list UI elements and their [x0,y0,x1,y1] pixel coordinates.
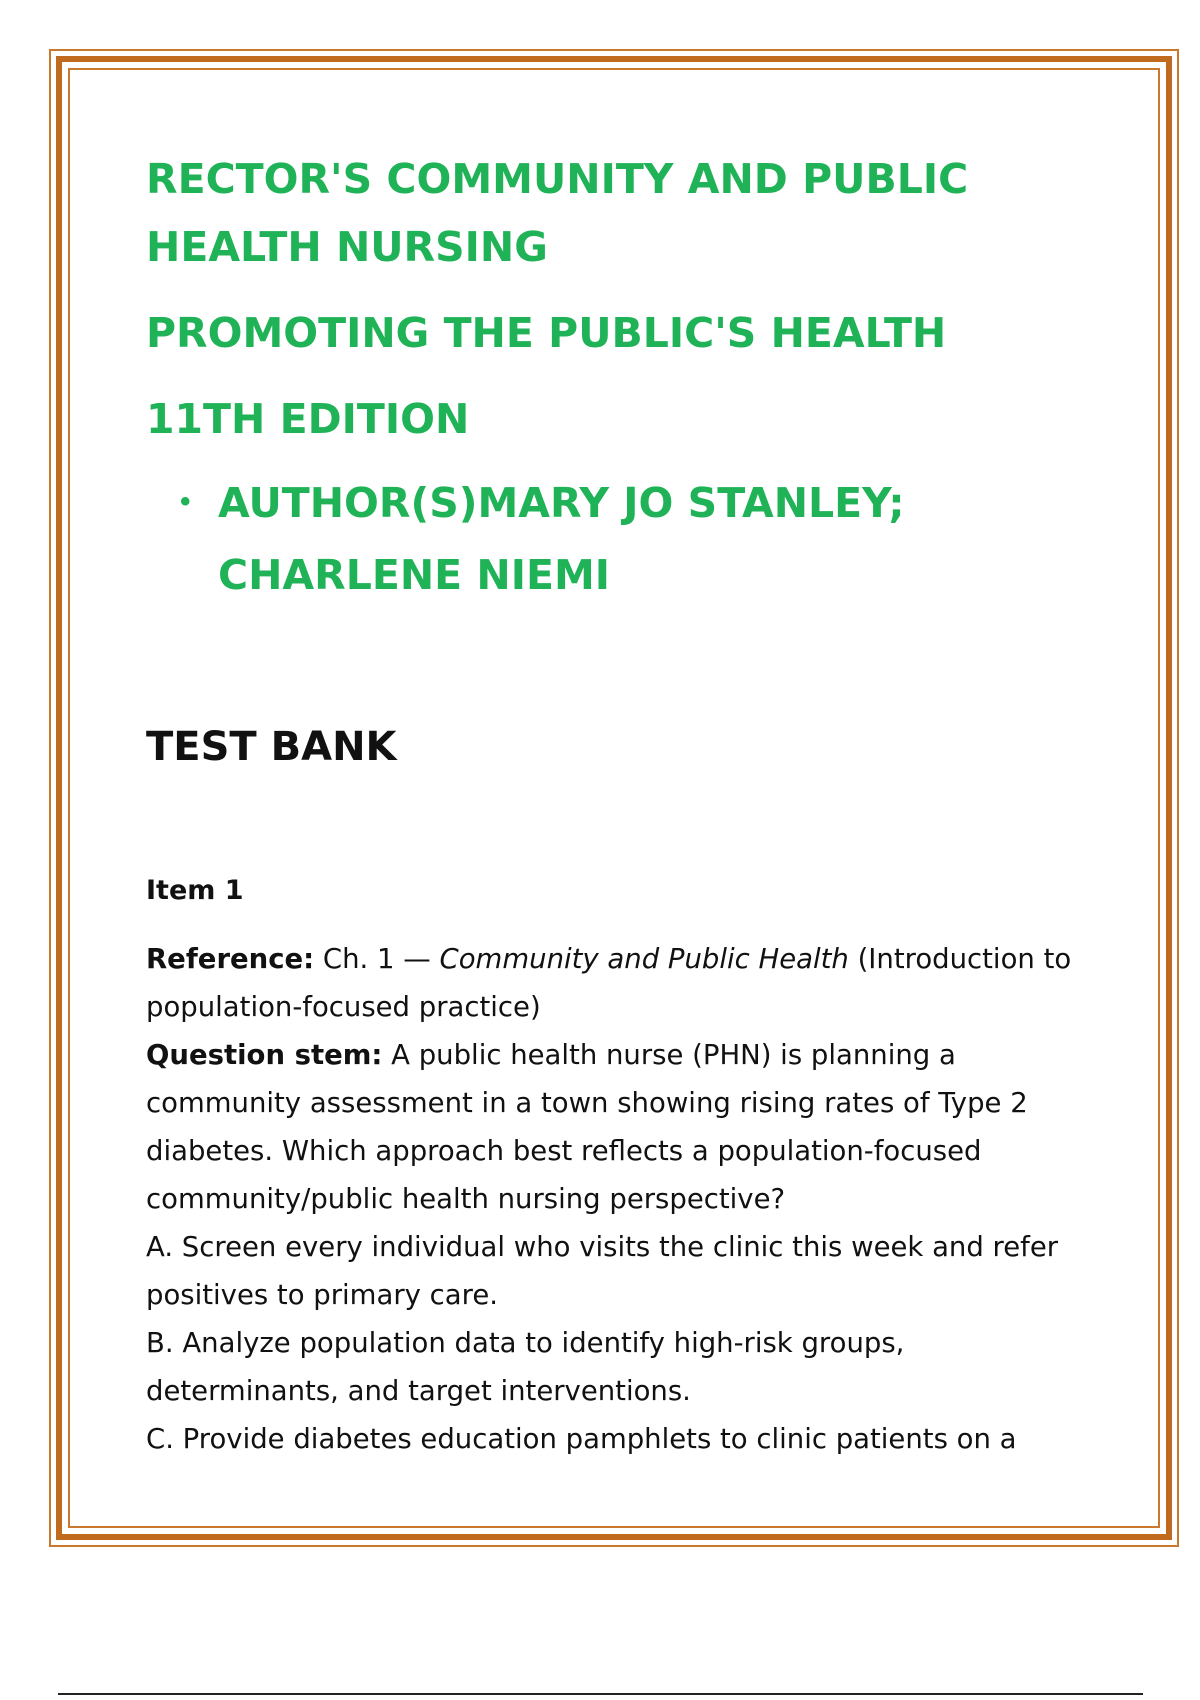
reference-paragraph [146,935,1091,1031]
author-names [218,467,905,611]
author-list-item [180,467,1096,611]
reference-prefix: Ch. 1 — [314,943,440,975]
section-heading: TEST BANK [146,724,397,770]
book-title-line-2: HEALTH NURSING [146,223,548,271]
reference-title: Community and Public Health [439,943,849,975]
bullet-icon: • [180,485,191,518]
book-subtitle: PROMOTING THE PUBLIC'S HEALTH [146,309,947,357]
question-stem-paragraph [146,1031,1091,1223]
reference-label: Reference: [146,943,315,975]
item-label: Item 1 [146,875,244,906]
document-content [146,145,1096,1463]
footer-divider [58,1693,1143,1695]
reference-suffix: (Introduction to population-focused practice) [146,943,1072,1023]
author-line-1: AUTHOR(S)MARY JO STANLEY; [218,479,905,527]
option-c: C. Provide diabetes education pamphlets to clinic patients on a [146,1423,1017,1455]
item-body [146,935,1091,1463]
author-line-2: CHARLENE NIEMI [218,551,611,599]
book-title-line-1: RECTOR'S COMMUNITY AND PUBLIC [146,155,969,203]
book-edition: 11TH EDITION [146,395,470,443]
question-stem-label: Question stem: [146,1039,383,1071]
question-stem-text: A public health nurse (PHN) is planning a community assessment in a town showing rising rates of Type 2 diabetes. Which approach best reflects a population-focused community/public health nursing perspective? [146,1039,1028,1215]
option-b: B. Analyze population data to identify high-risk groups, determinants, and target interventions. [146,1327,905,1407]
option-a: A. Screen every individual who visits the clinic this week and refer positives to primary care. [146,1231,1059,1311]
